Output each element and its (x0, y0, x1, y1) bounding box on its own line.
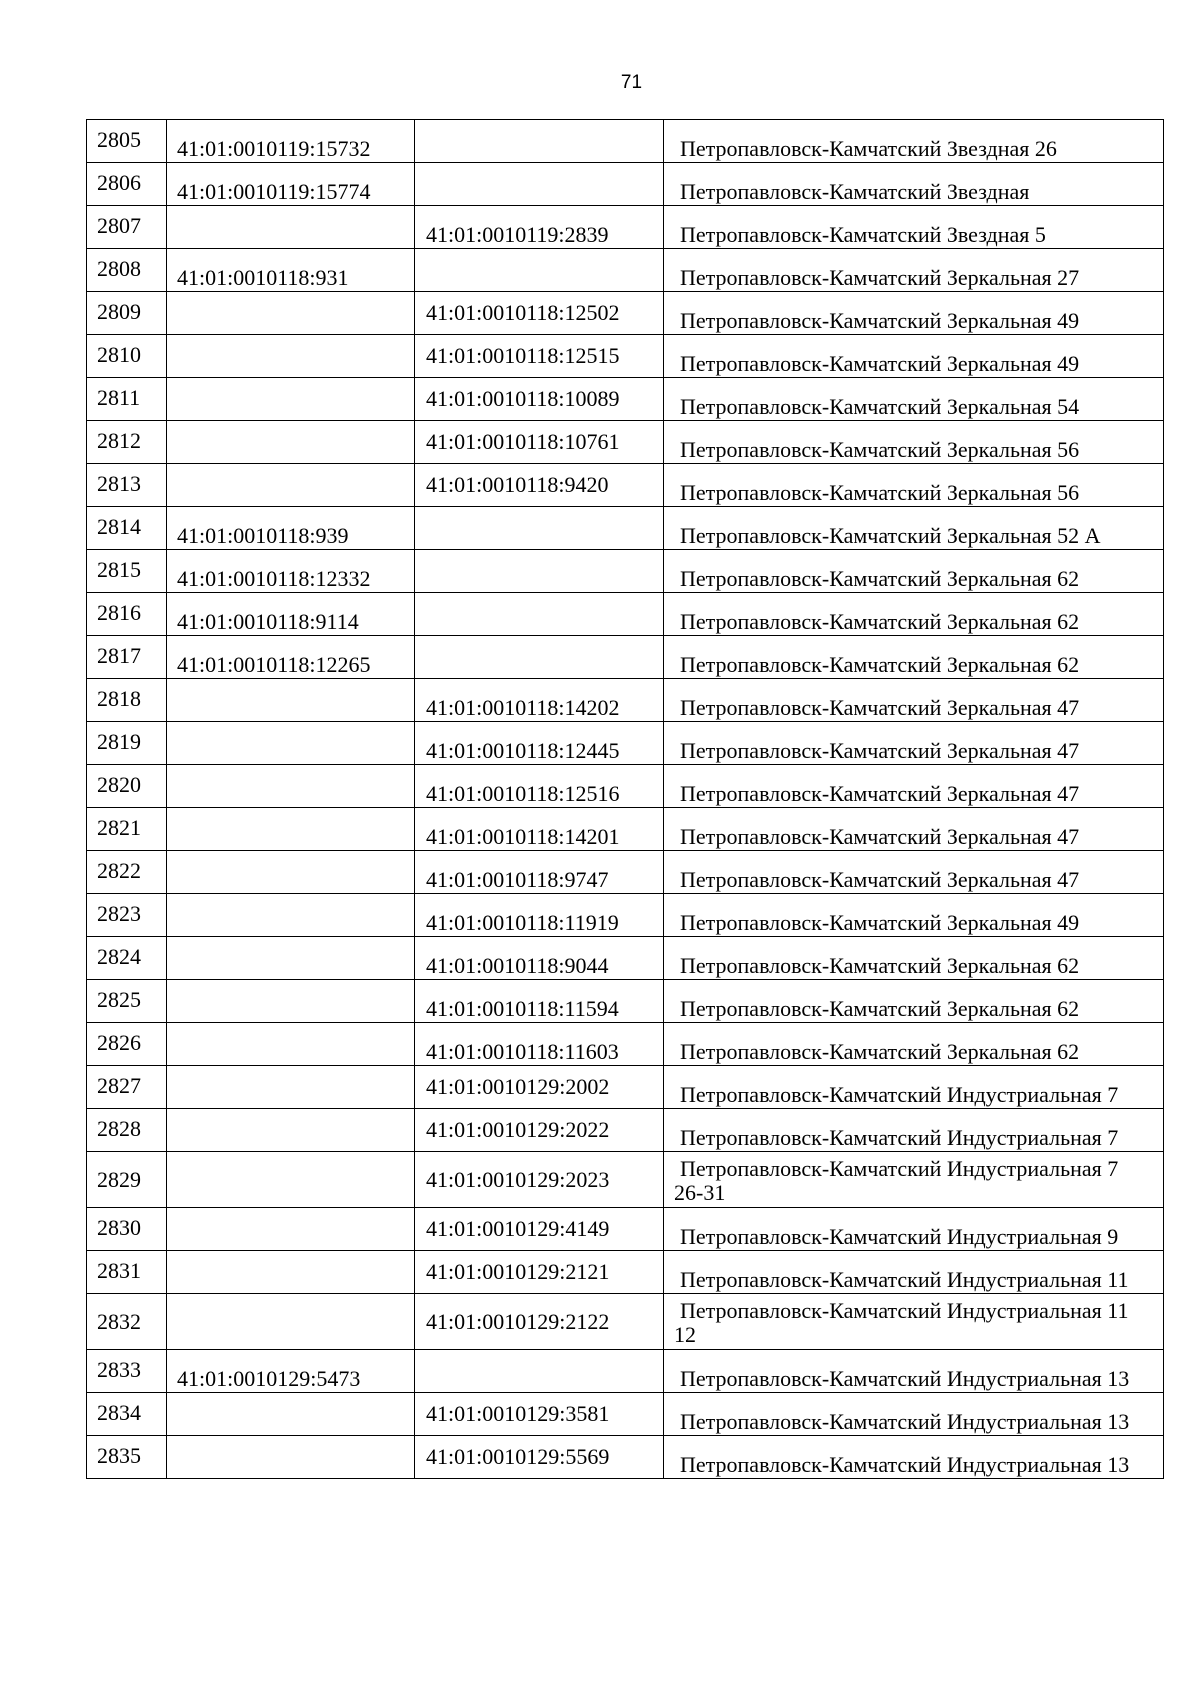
cadastral-number-cell (167, 765, 415, 808)
row-number-cell: 2821 (87, 808, 167, 851)
table-row (87, 120, 1164, 163)
address-line-1: Петропавловск-Камчатский Индустриальная 7 (680, 1156, 1119, 1181)
cadastral-number-cell: 41:01:0010129:5473 (167, 1350, 415, 1393)
building-cadastral-number-cell: 41:01:0010118:10089 (415, 378, 664, 421)
row-number-cell: 2820 (87, 765, 167, 808)
cadastral-number-cell (167, 937, 415, 980)
address-cell: Петропавловск-Камчатский Зеркальная 49 (664, 335, 1164, 378)
table-row (87, 980, 1164, 1023)
building-cadastral-number-cell: 41:01:0010118:14201 (415, 808, 664, 851)
row-number-cell: 2827 (87, 1066, 167, 1109)
row-number-cell: 2826 (87, 1023, 167, 1066)
address-cell: Петропавловск-Камчатский Индустриальная 13 (664, 1436, 1164, 1479)
row-number-cell: 2815 (87, 550, 167, 593)
address-line-2: 12 (674, 1322, 696, 1347)
building-cadastral-number-cell: 41:01:0010129:2122 (415, 1294, 664, 1350)
table-row (87, 464, 1164, 507)
table-row (87, 1208, 1164, 1251)
address-cell: Петропавловск-Камчатский Зеркальная 47 (664, 851, 1164, 894)
address-cell: Петропавловск-Камчатский Зеркальная 62 (664, 980, 1164, 1023)
row-number-cell: 2813 (87, 464, 167, 507)
table-row (87, 421, 1164, 464)
row-number-cell: 2805 (87, 120, 167, 163)
cadastral-number-cell: 41:01:0010118:9114 (167, 593, 415, 636)
building-cadastral-number-cell (415, 1350, 664, 1393)
address-cell: Петропавловск-Камчатский Зеркальная 62 (664, 550, 1164, 593)
row-number-cell: 2835 (87, 1436, 167, 1479)
row-number-cell: 2806 (87, 163, 167, 206)
address-cell: Петропавловск-Камчатский Зеркальная 47 (664, 808, 1164, 851)
row-number-cell: 2830 (87, 1208, 167, 1251)
building-cadastral-number-cell: 41:01:0010118:9044 (415, 937, 664, 980)
building-cadastral-number-cell: 41:01:0010118:9420 (415, 464, 664, 507)
building-cadastral-number-cell: 41:01:0010129:5569 (415, 1436, 664, 1479)
cadastral-number-cell (167, 1251, 415, 1294)
address-cell: Петропавловск-Камчатский Зеркальная 47 (664, 765, 1164, 808)
table-row (87, 851, 1164, 894)
row-number-cell: 2814 (87, 507, 167, 550)
cadastral-number-cell: 41:01:0010118:12265 (167, 636, 415, 679)
address-cell (664, 1152, 1164, 1208)
building-cadastral-number-cell: 41:01:0010118:10761 (415, 421, 664, 464)
address-cell: Петропавловск-Камчатский Зеркальная 47 (664, 722, 1164, 765)
row-number-cell: 2808 (87, 249, 167, 292)
address-line-2: 26-31 (674, 1180, 726, 1205)
row-number-cell: 2817 (87, 636, 167, 679)
table-row (87, 335, 1164, 378)
cadastral-number-cell (167, 1393, 415, 1436)
building-cadastral-number-cell: 41:01:0010118:12502 (415, 292, 664, 335)
address-cell: Петропавловск-Камчатский Индустриальная 7 (664, 1109, 1164, 1152)
table-row (87, 1066, 1164, 1109)
address-cell: Петропавловск-Камчатский Индустриальная 7 (664, 1066, 1164, 1109)
building-cadastral-number-cell: 41:01:0010118:11603 (415, 1023, 664, 1066)
cadastral-number-cell: 41:01:0010119:15732 (167, 120, 415, 163)
cadastral-number-cell (167, 980, 415, 1023)
address-cell: Петропавловск-Камчатский Зеркальная 62 (664, 636, 1164, 679)
building-cadastral-number-cell (415, 593, 664, 636)
building-cadastral-number-cell: 41:01:0010129:3581 (415, 1393, 664, 1436)
table-row (87, 550, 1164, 593)
row-number-cell: 2825 (87, 980, 167, 1023)
address-cell: Петропавловск-Камчатский Звездная 5 (664, 206, 1164, 249)
cadastral-number-cell (167, 808, 415, 851)
cadastral-number-cell (167, 1294, 415, 1350)
cadastral-number-cell (167, 1208, 415, 1251)
table-row (87, 894, 1164, 937)
table-row (87, 1152, 1164, 1208)
building-cadastral-number-cell: 41:01:0010119:2839 (415, 206, 664, 249)
building-cadastral-number-cell: 41:01:0010129:2002 (415, 1066, 664, 1109)
address-line-1: Петропавловск-Камчатский Индустриальная 11 (680, 1298, 1129, 1323)
table-row (87, 636, 1164, 679)
cadastral-registry-table (86, 119, 1164, 1479)
row-number-cell: 2823 (87, 894, 167, 937)
address-cell: Петропавловск-Камчатский Зеркальная 27 (664, 249, 1164, 292)
cadastral-number-cell (167, 1152, 415, 1208)
address-cell: Петропавловск-Камчатский Зеркальная 49 (664, 894, 1164, 937)
table-row (87, 722, 1164, 765)
address-cell: Петропавловск-Камчатский Зеркальная 56 (664, 421, 1164, 464)
row-number-cell: 2810 (87, 335, 167, 378)
building-cadastral-number-cell: 41:01:0010118:12516 (415, 765, 664, 808)
building-cadastral-number-cell: 41:01:0010118:14202 (415, 679, 664, 722)
building-cadastral-number-cell: 41:01:0010118:11594 (415, 980, 664, 1023)
row-number-cell: 2824 (87, 937, 167, 980)
cadastral-number-cell (167, 894, 415, 937)
address-cell: Петропавловск-Камчатский Зеркальная 62 (664, 1023, 1164, 1066)
building-cadastral-number-cell (415, 120, 664, 163)
table-row (87, 163, 1164, 206)
address-cell: Петропавловск-Камчатский Зеркальная 56 (664, 464, 1164, 507)
address-cell: Петропавловск-Камчатский Звездная 26 (664, 120, 1164, 163)
building-cadastral-number-cell: 41:01:0010118:11919 (415, 894, 664, 937)
table-row (87, 378, 1164, 421)
table-row (87, 1251, 1164, 1294)
table-row (87, 1109, 1164, 1152)
table-row (87, 292, 1164, 335)
row-number-cell: 2831 (87, 1251, 167, 1294)
address-cell: Петропавловск-Камчатский Индустриальная 13 (664, 1393, 1164, 1436)
row-number-cell: 2811 (87, 378, 167, 421)
table-row (87, 937, 1164, 980)
address-cell: Петропавловск-Камчатский Зеркальная 62 (664, 593, 1164, 636)
cadastral-number-cell (167, 1066, 415, 1109)
table-row (87, 679, 1164, 722)
row-number-cell: 2832 (87, 1294, 167, 1350)
building-cadastral-number-cell (415, 249, 664, 292)
row-number-cell: 2807 (87, 206, 167, 249)
building-cadastral-number-cell: 41:01:0010129:4149 (415, 1208, 664, 1251)
page-number: 71 (620, 72, 643, 93)
building-cadastral-number-cell: 41:01:0010118:9747 (415, 851, 664, 894)
table-row (87, 765, 1164, 808)
address-cell: Петропавловск-Камчатский Индустриальная 13 (664, 1350, 1164, 1393)
row-number-cell: 2816 (87, 593, 167, 636)
table-row (87, 1023, 1164, 1066)
row-number-cell: 2834 (87, 1393, 167, 1436)
row-number-cell: 2822 (87, 851, 167, 894)
address-cell: Петропавловск-Камчатский Зеркальная 47 (664, 679, 1164, 722)
table-row (87, 1350, 1164, 1393)
building-cadastral-number-cell (415, 550, 664, 593)
address-cell: Петропавловск-Камчатский Зеркальная 49 (664, 292, 1164, 335)
row-number-cell: 2828 (87, 1109, 167, 1152)
row-number-cell: 2809 (87, 292, 167, 335)
address-cell (664, 1294, 1164, 1350)
cadastral-number-cell (167, 1109, 415, 1152)
cadastral-number-cell (167, 464, 415, 507)
row-number-cell: 2833 (87, 1350, 167, 1393)
address-cell: Петропавловск-Камчатский Звездная (664, 163, 1164, 206)
building-cadastral-number-cell: 41:01:0010129:2121 (415, 1251, 664, 1294)
building-cadastral-number-cell (415, 636, 664, 679)
cadastral-number-cell (167, 722, 415, 765)
row-number-cell: 2812 (87, 421, 167, 464)
table-row (87, 1393, 1164, 1436)
address-cell: Петропавловск-Камчатский Индустриальная 11 (664, 1251, 1164, 1294)
building-cadastral-number-cell: 41:01:0010129:2023 (415, 1152, 664, 1208)
address-cell: Петропавловск-Камчатский Зеркальная 54 (664, 378, 1164, 421)
cadastral-number-cell (167, 335, 415, 378)
cadastral-number-cell (167, 421, 415, 464)
table-row (87, 507, 1164, 550)
cadastral-number-cell (167, 206, 415, 249)
cadastral-number-cell (167, 851, 415, 894)
cadastral-number-cell: 41:01:0010118:939 (167, 507, 415, 550)
table-body (87, 120, 1164, 1479)
cadastral-number-cell (167, 378, 415, 421)
table-row (87, 206, 1164, 249)
address-cell: Петропавловск-Камчатский Индустриальная 9 (664, 1208, 1164, 1251)
table-row (87, 1294, 1164, 1350)
building-cadastral-number-cell (415, 163, 664, 206)
building-cadastral-number-cell: 41:01:0010118:12445 (415, 722, 664, 765)
address-cell: Петропавловск-Камчатский Зеркальная 62 (664, 937, 1164, 980)
cadastral-number-cell: 41:01:0010118:931 (167, 249, 415, 292)
building-cadastral-number-cell (415, 507, 664, 550)
cadastral-number-cell (167, 1023, 415, 1066)
cadastral-number-cell (167, 679, 415, 722)
cadastral-number-cell: 41:01:0010119:15774 (167, 163, 415, 206)
row-number-cell: 2819 (87, 722, 167, 765)
building-cadastral-number-cell: 41:01:0010118:12515 (415, 335, 664, 378)
address-cell: Петропавловск-Камчатский Зеркальная 52 А (664, 507, 1164, 550)
table-row (87, 1436, 1164, 1479)
building-cadastral-number-cell: 41:01:0010129:2022 (415, 1109, 664, 1152)
table-row (87, 593, 1164, 636)
cadastral-number-cell (167, 292, 415, 335)
row-number-cell: 2818 (87, 679, 167, 722)
table-row (87, 249, 1164, 292)
row-number-cell: 2829 (87, 1152, 167, 1208)
cadastral-number-cell: 41:01:0010118:12332 (167, 550, 415, 593)
table-row (87, 808, 1164, 851)
cadastral-number-cell (167, 1436, 415, 1479)
